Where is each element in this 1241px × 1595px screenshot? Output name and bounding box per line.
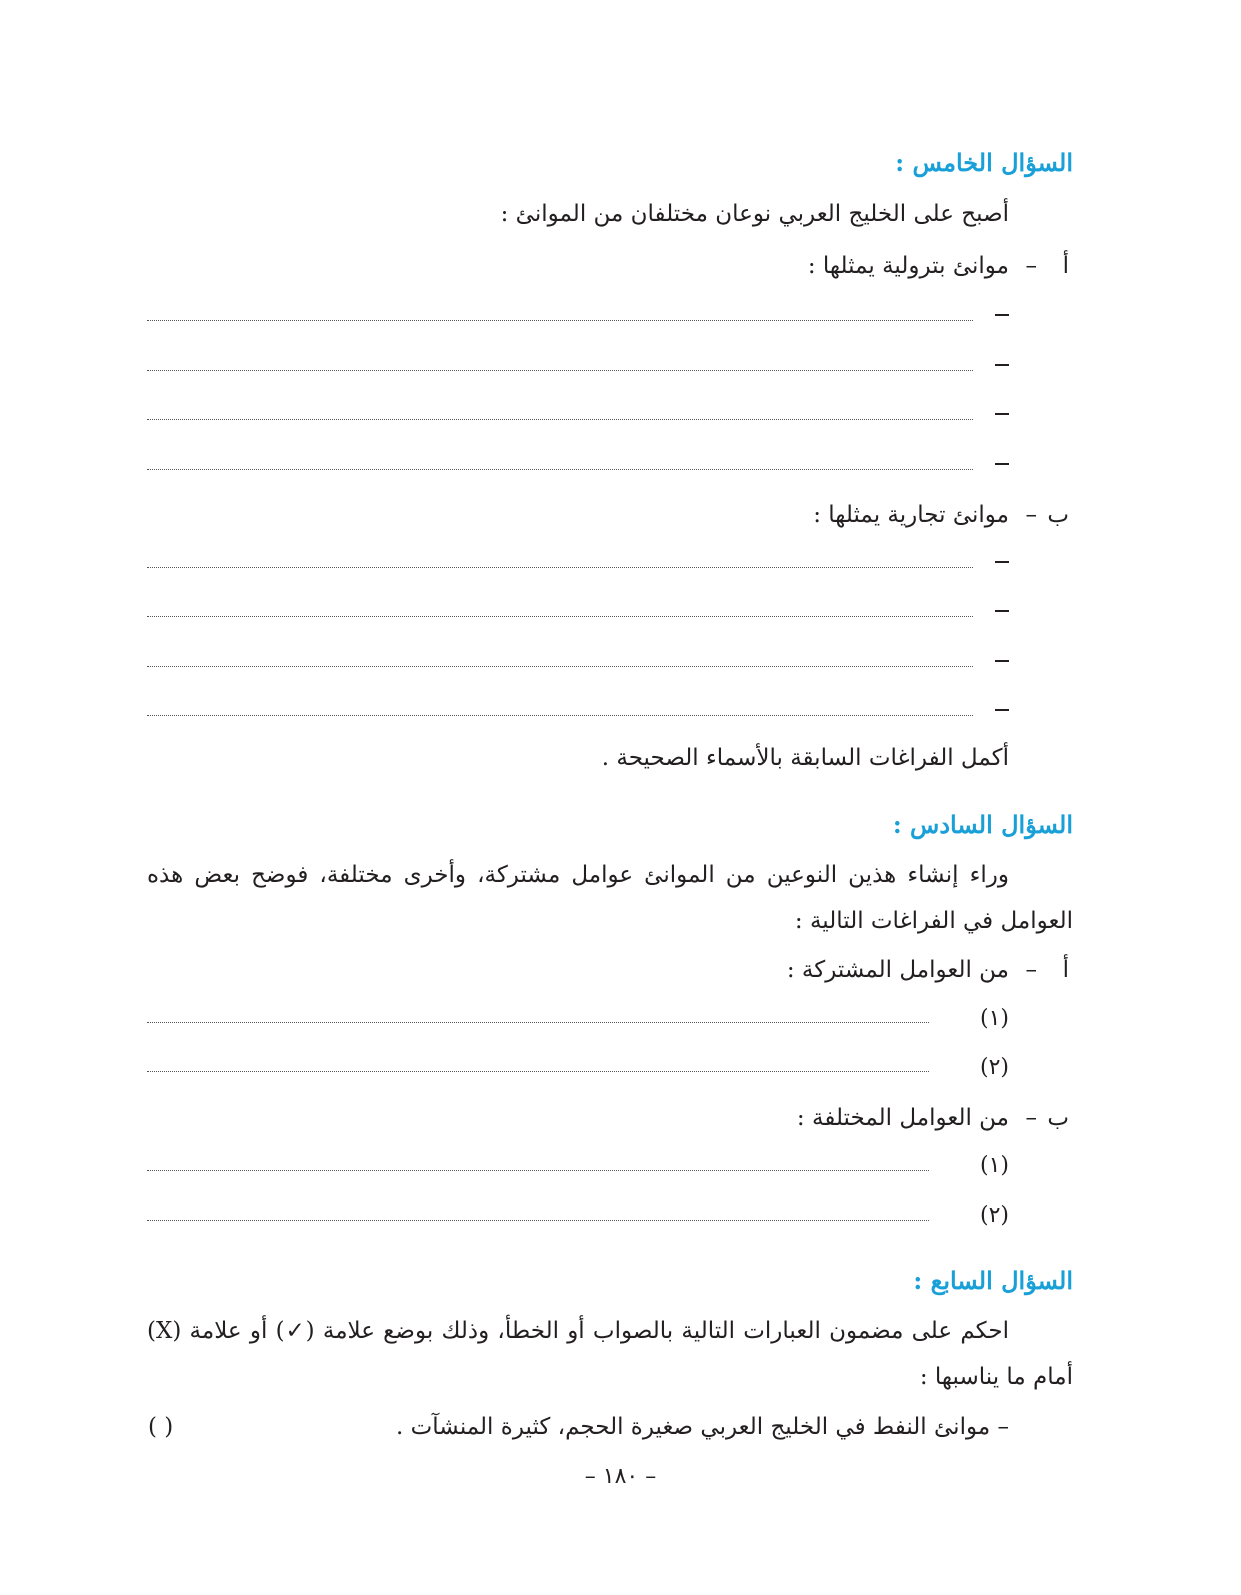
- q6-a-dash: –: [1025, 957, 1037, 983]
- page-number: – ١٨٠ –: [584, 1464, 657, 1489]
- answer-line[interactable]: [147, 1220, 929, 1221]
- answer-line[interactable]: [147, 1022, 929, 1023]
- answer-dash: [995, 413, 1009, 415]
- q6-b-dash: –: [1025, 1105, 1037, 1131]
- q5-instruction: أكمل الفراغات السابقة بالأسماء الصحيحة .: [601, 745, 1009, 771]
- answer-line[interactable]: [147, 1071, 929, 1072]
- answer-dash: [995, 561, 1009, 563]
- answer-dash: [995, 463, 1009, 465]
- answer-dash: [995, 660, 1009, 662]
- q5-b-letter: ب: [1047, 502, 1069, 528]
- item-number-1: (١): [979, 1153, 1009, 1178]
- q7-heading: السؤال السابع :: [913, 1266, 1073, 1295]
- q7-intro: احكم على مضمون العبارات التالية بالصواب أو الخطأ، وذلك بوضع علامة (✓) أو علامة (X) أمام ما يناسبها :: [147, 1318, 1073, 1390]
- q5-a-dash: –: [1025, 253, 1037, 279]
- answer-line[interactable]: [147, 567, 973, 568]
- q7-statement: – موانئ النفط في الخليج العربي صغيرة الحجم، كثيرة المنشآت .: [396, 1414, 1009, 1440]
- answer-line[interactable]: [147, 715, 973, 716]
- q5-b-dash: –: [1025, 502, 1037, 528]
- q5-intro: أصبح على الخليج العربي نوعان مختلفان من الموانئ :: [500, 201, 1009, 227]
- q6-a-letter: أ: [1062, 957, 1069, 983]
- q6-heading: السؤال السادس :: [892, 810, 1073, 839]
- answer-box[interactable]: ( ): [148, 1414, 174, 1440]
- q5-a-label: موانئ بترولية يمثلها :: [807, 253, 1009, 279]
- answer-dash: [995, 610, 1009, 612]
- item-number-2: (٢): [979, 1203, 1009, 1228]
- answer-dash: [995, 709, 1009, 711]
- q5-heading: السؤال الخامس :: [895, 148, 1073, 177]
- q6-b-letter: ب: [1047, 1105, 1069, 1131]
- q6-b-label: من العوامل المختلفة :: [796, 1105, 1009, 1131]
- answer-dash: [995, 364, 1009, 366]
- q6-a-label: من العوامل المشتركة :: [786, 957, 1009, 983]
- answer-line[interactable]: [147, 666, 973, 667]
- answer-line[interactable]: [147, 469, 973, 470]
- item-number-1: (١): [979, 1006, 1009, 1031]
- answer-line[interactable]: [147, 320, 973, 321]
- answer-line[interactable]: [147, 616, 973, 617]
- q5-b-label: موانئ تجارية يمثلها :: [813, 502, 1009, 528]
- answer-line[interactable]: [147, 419, 973, 420]
- answer-line[interactable]: [147, 370, 973, 371]
- item-number-2: (٢): [979, 1055, 1009, 1080]
- q5-a-letter: أ: [1062, 253, 1069, 279]
- answer-line[interactable]: [147, 1170, 929, 1171]
- q6-intro: وراء إنشاء هذين النوعين من الموانئ عوامل مشتركة، وأخرى مختلفة، فوضح بعض هذه العوامل في الفراغات التالية :: [147, 862, 1073, 934]
- answer-dash: [995, 314, 1009, 316]
